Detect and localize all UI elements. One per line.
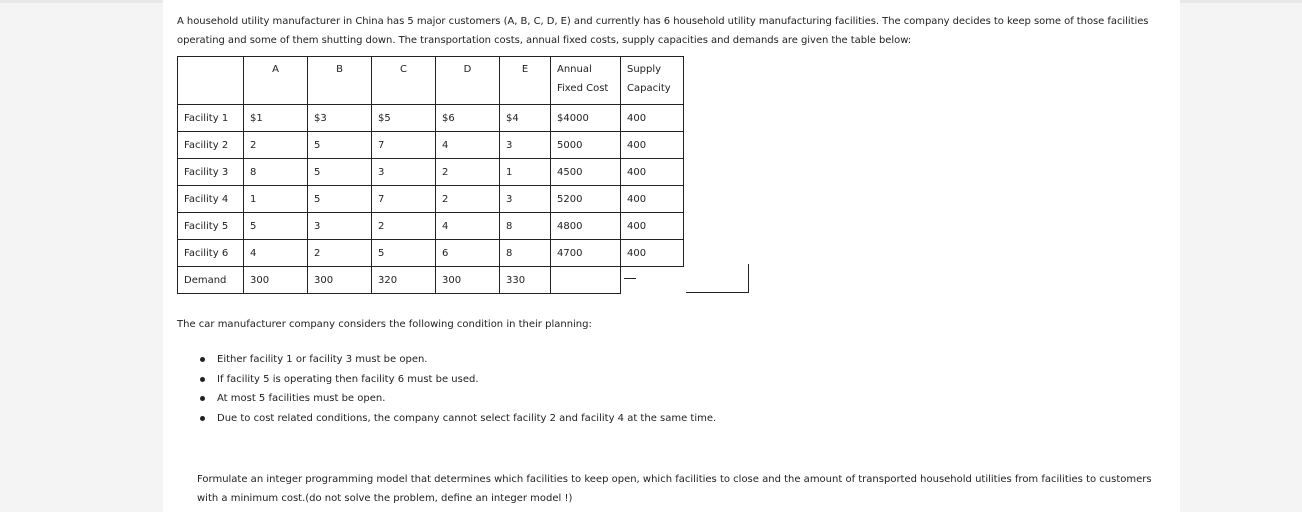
cost-cell: 7 bbox=[372, 132, 436, 159]
bullet-icon bbox=[200, 377, 205, 382]
cost-cell: 2 bbox=[436, 159, 500, 186]
fixed-cost-cell: 5200 bbox=[551, 186, 621, 213]
condition-text: If facility 5 is operating then facility 6 must be used. bbox=[217, 373, 479, 385]
header-customer-e: E bbox=[500, 57, 551, 105]
row-label: Facility 3 bbox=[178, 159, 244, 186]
cost-cell: 3 bbox=[372, 159, 436, 186]
condition-item bbox=[200, 370, 716, 390]
cost-cell: 4 bbox=[244, 240, 308, 267]
cost-cell: 4 bbox=[436, 132, 500, 159]
condition-item bbox=[200, 389, 716, 409]
capacity-cell: 400 bbox=[621, 132, 684, 159]
cost-cell: 3 bbox=[308, 213, 372, 240]
row-label: Facility 6 bbox=[178, 240, 244, 267]
cost-cell: 2 bbox=[436, 186, 500, 213]
cost-cell: $3 bbox=[308, 105, 372, 132]
condition-item bbox=[200, 409, 716, 429]
cost-cell: 3 bbox=[500, 186, 551, 213]
cost-table bbox=[177, 56, 684, 294]
demand-cell: 320 bbox=[372, 267, 436, 294]
cost-cell: $1 bbox=[244, 105, 308, 132]
cost-cell: 5 bbox=[372, 240, 436, 267]
cost-cell: 4 bbox=[436, 213, 500, 240]
table-header-row bbox=[178, 57, 684, 105]
demand-empty-cell bbox=[621, 267, 684, 294]
cost-cell: 1 bbox=[500, 159, 551, 186]
header-fixed-cost bbox=[551, 57, 621, 105]
facility-row-3 bbox=[178, 159, 684, 186]
condition-text: Due to cost related conditions, the company cannot select facility 2 and facility 4 at the same time. bbox=[217, 412, 717, 424]
cost-cell: 5 bbox=[308, 186, 372, 213]
cost-cell: $4 bbox=[500, 105, 551, 132]
cost-cell: 1 bbox=[244, 186, 308, 213]
facility-row-6 bbox=[178, 240, 684, 267]
cost-cell: 2 bbox=[372, 213, 436, 240]
bullet-icon bbox=[200, 396, 205, 401]
problem-intro: A household utility manufacturer in China has 5 major customers (A, B, C, D, E) and currently has 6 household utility manufacturing facilities. The company decides to keep some of those facilities operating and some of them shutting down. The transportation costs, annual fixed costs, supply capacities and demands are given the table below: bbox=[177, 16, 1149, 46]
fixed-cost-cell: 4500 bbox=[551, 159, 621, 186]
row-label: Facility 5 bbox=[178, 213, 244, 240]
condition-item bbox=[200, 350, 716, 370]
header-fixed-cost-line2: Fixed Cost bbox=[557, 83, 609, 94]
header-blank-cell bbox=[178, 57, 244, 105]
demand-row bbox=[178, 267, 684, 294]
cost-cell: 7 bbox=[372, 186, 436, 213]
fixed-cost-cell: 5000 bbox=[551, 132, 621, 159]
cost-cell: 6 bbox=[436, 240, 500, 267]
conditions-list bbox=[200, 350, 716, 428]
table-stray-border bbox=[686, 264, 749, 293]
cost-cell: $6 bbox=[436, 105, 500, 132]
cost-cell: 5 bbox=[308, 159, 372, 186]
bullet-icon bbox=[200, 416, 205, 421]
header-customer-b: B bbox=[308, 57, 372, 105]
cost-cell: 2 bbox=[244, 132, 308, 159]
row-label: Facility 4 bbox=[178, 186, 244, 213]
header-capacity-line2: Capacity bbox=[627, 83, 671, 94]
demand-cell: 300 bbox=[436, 267, 500, 294]
table-stray-line bbox=[624, 278, 636, 279]
cost-cell: $5 bbox=[372, 105, 436, 132]
formulate-instruction: Formulate an integer programming model that determines which facilities to keep open, which facilities to close and the amount of transported household utilities from facilities to customers with a minimum cost.(do not solve the problem, define an integer model !) bbox=[197, 474, 1152, 504]
row-label: Facility 2 bbox=[178, 132, 244, 159]
facility-row-5 bbox=[178, 213, 684, 240]
row-label: Facility 1 bbox=[178, 105, 244, 132]
header-customer-c: C bbox=[372, 57, 436, 105]
cost-cell: 8 bbox=[500, 213, 551, 240]
cost-cell: 3 bbox=[500, 132, 551, 159]
capacity-cell: 400 bbox=[621, 105, 684, 132]
header-customer-a: A bbox=[244, 57, 308, 105]
demand-cell: 330 bbox=[500, 267, 551, 294]
fixed-cost-cell: 4700 bbox=[551, 240, 621, 267]
fixed-cost-cell: $4000 bbox=[551, 105, 621, 132]
demand-cell: 300 bbox=[244, 267, 308, 294]
cost-cell: 8 bbox=[244, 159, 308, 186]
header-capacity bbox=[621, 57, 684, 105]
capacity-cell: 400 bbox=[621, 159, 684, 186]
cost-cell: 8 bbox=[500, 240, 551, 267]
demand-cell: 300 bbox=[308, 267, 372, 294]
fixed-cost-cell: 4800 bbox=[551, 213, 621, 240]
facility-row-1 bbox=[178, 105, 684, 132]
condition-text: Either facility 1 or facility 3 must be open. bbox=[217, 354, 428, 365]
facility-row-4 bbox=[178, 186, 684, 213]
cost-cell: 5 bbox=[244, 213, 308, 240]
demand-fixed-cell bbox=[551, 267, 621, 294]
bullet-icon bbox=[200, 357, 205, 362]
header-customer-d: D bbox=[436, 57, 500, 105]
cost-cell: 5 bbox=[308, 132, 372, 159]
demand-label: Demand bbox=[178, 267, 244, 294]
condition-text: At most 5 facilities must be open. bbox=[217, 393, 386, 404]
cost-cell: 2 bbox=[308, 240, 372, 267]
facility-row-2 bbox=[178, 132, 684, 159]
header-fixed-cost-line1: Annual bbox=[557, 64, 592, 75]
capacity-cell: 400 bbox=[621, 240, 684, 267]
conditions-title: The car manufacturer company considers the following condition in their planning: bbox=[177, 319, 592, 330]
capacity-cell: 400 bbox=[621, 186, 684, 213]
header-capacity-line1: Supply bbox=[627, 64, 662, 75]
capacity-cell: 400 bbox=[621, 213, 684, 240]
